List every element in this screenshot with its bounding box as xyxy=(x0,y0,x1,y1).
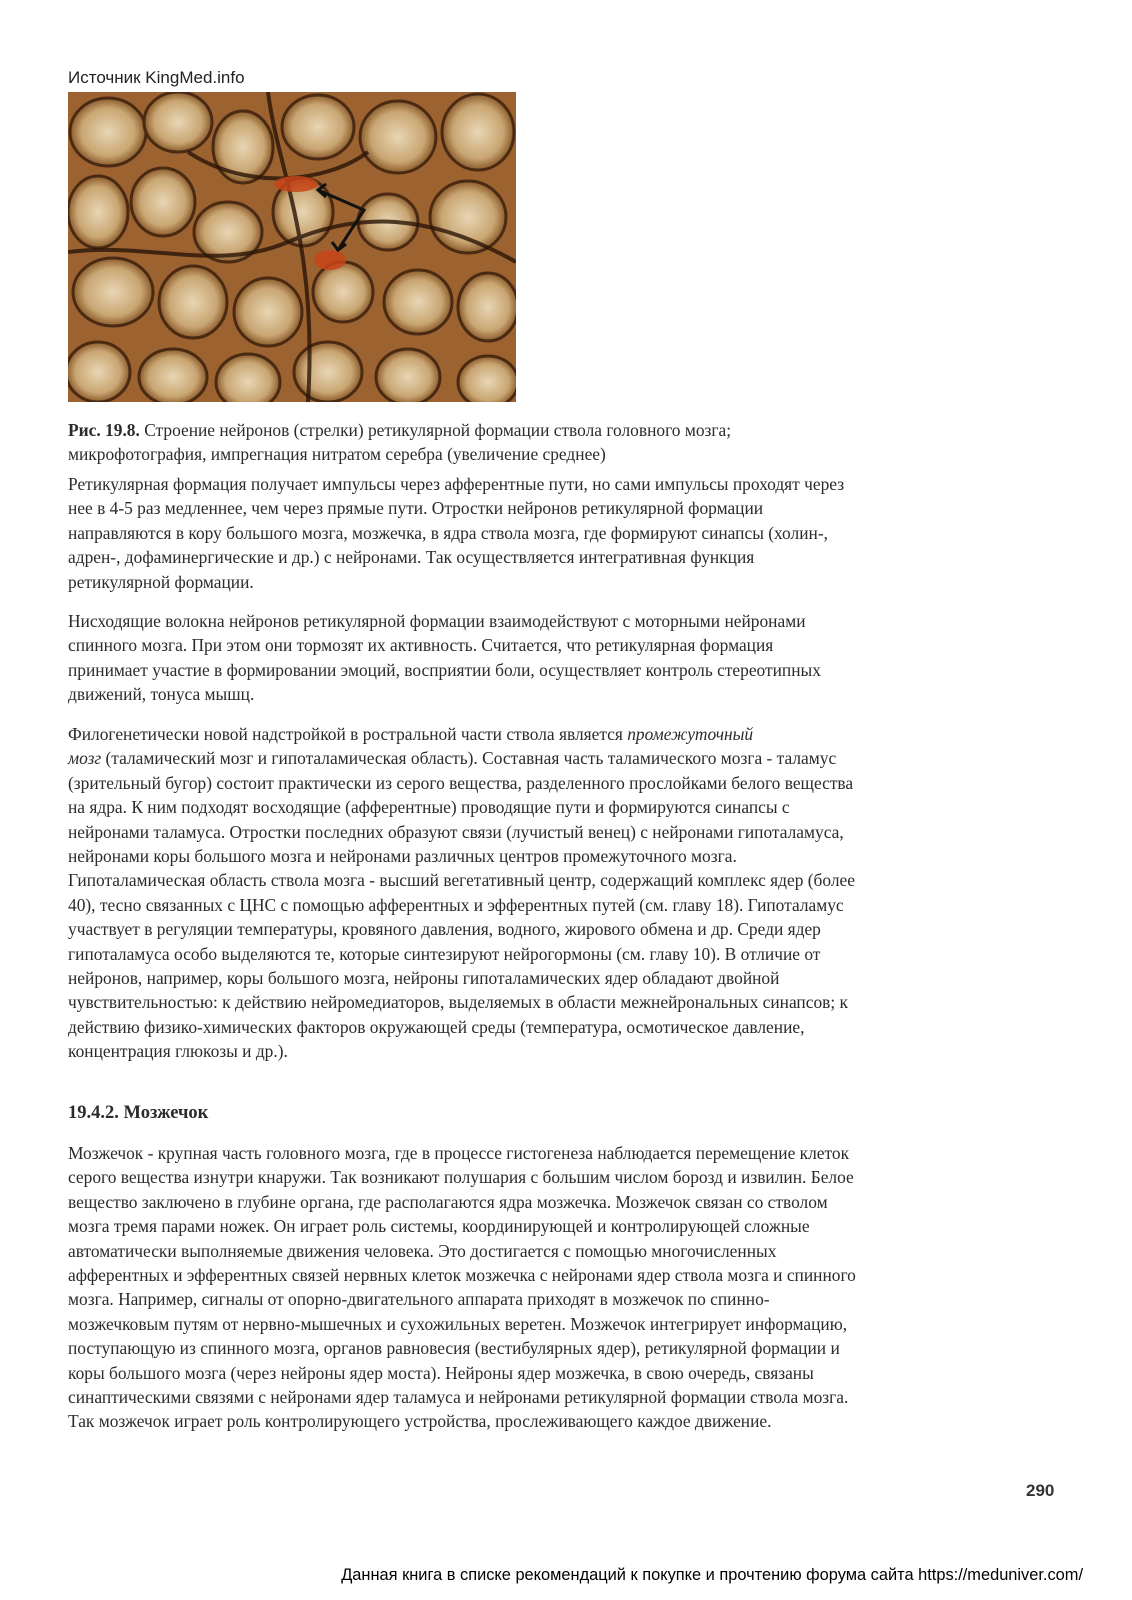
caption-text-2: микрофотография, импрегнация нитратом серебра (увеличение среднее) xyxy=(68,444,606,464)
paragraph-diencephalon: Филогенетически новой надстройкой в ростральной части ствола является промежуточный мозг (таламический мозг и гипоталамическая область). Составная часть таламического мозга - таламус (зрительный бугор) состоит практически из серого вещества, разделенного прослойками белого вещества на ядра. К ним подходят восходящие (афферентные) проводящие пути и формируются синапсы с нейронами таламуса. Отростки последних образуют связи (лучистый венец) с нейронами гипоталамуса, нейронами коры большого мозга и нейронами различных центров промежуточного мозга. Гипоталамическая область ствола мозга - высший вегетативный центр, содержащий комплекс ядер (более 40), тесно связанных с ЦНС с помощью афферентных и эфферентных путей (см. главу 18). Гипоталамус участвует в регуляции температуры, кровяного давления, водного, жирового обмена и др. Среди ядер гипоталамуса особо выделяются те, которые синтезируют нейрогормоны (см. главу 10). В отличие от нейронов, например, коры большого мозга, нейроны гипоталамических ядер обладают двойной чувствительностью: к действию нейромедиаторов, выделяемых в области межнейрональных синапсов; к действию физико-химических факторов окружающей среды (температура, осмотическое давление, концентрация глюкозы и др.). xyxy=(68,724,855,1062)
caption-text-1: Строение нейронов (стрелки) ретикулярной формации ствола головного мозга; xyxy=(139,420,732,440)
paragraph-cerebellum: Мозжечок - крупная часть головного мозга, где в процессе гистогенеза наблюдается перемещение клеток серого вещества изнутри кнаружи. Так возникают полушария с большим числом борозд и извилин. Белое вещество заключено в глубине органа, где располагаются ядра мозжечка. Мозжечок связан со стволом мозга тремя парами ножек. Он играет роль системы, координирующей и контролирующей сложные автоматически выполняемые движения человека. Это достигается с помощью многочисленных афферентных и эфферентных связей нервных клеток мозжечка с нейронами ядер ствола мозга и спинного мозга. Например, сигналы от опорно-двигательного аппарата приходят в мозжечок по спинно- мозжечковым путям от нервно-мышечных и сухожильных веретен. Мозжечок интегрирует информацию, поступающую из спинного мозга, органов равновесия (вестибулярных ядер), ретикулярной формации и коры большого мозга (через нейроны ядер моста). Нейроны ядер мозжечка, в свою очередь, связаны синаптическими связями с нейронами ядер таламуса и нейронами ретикулярной формации ствола мозга. Так мозжечок играет роль контролирующего устройства, прослеживающего каждое движение. xyxy=(68,1143,856,1432)
paragraph-reticular-impulses: Ретикулярная формация получает импульсы через афферентные пути, но сами импульсы проходят через нее в 4-5 раз медленнее, чем через прямые пути. Отростки нейронов ретикулярной формации направляются в кору большого мозга, мозжечка, в ядра ствола мозга, где формируют синапсы (холин-, адрен-, дофаминергические и др.) с нейронами. Так осуществляется интегративная функция ретикулярной формации. xyxy=(68,474,845,592)
figure-label: Рис. 19.8. xyxy=(68,420,140,440)
page-number: 290 xyxy=(1026,1481,1055,1500)
section-heading: 19.4.2. Мозжечок xyxy=(68,1103,209,1123)
source-label: Источник KingMed.info xyxy=(68,68,245,87)
micrograph-illustration xyxy=(68,92,516,402)
micrograph-image xyxy=(68,92,516,402)
paragraph-descending-fibers: Нисходящие волокна нейронов ретикулярной формации взаимодействуют с моторными нейронами спинного мозга. При этом они тормозят их активность. Считается, что ретикулярная формация принимает участие в формировании эмоций, восприятии боли, осуществляет контроль стереотипных движений, тонуса мышц. xyxy=(68,611,821,705)
footer-note: Данная книга в списке рекомендаций к покупке и прочтению форума сайта https://meduniver.com/ xyxy=(341,1566,1083,1584)
figure-caption xyxy=(68,418,1068,466)
